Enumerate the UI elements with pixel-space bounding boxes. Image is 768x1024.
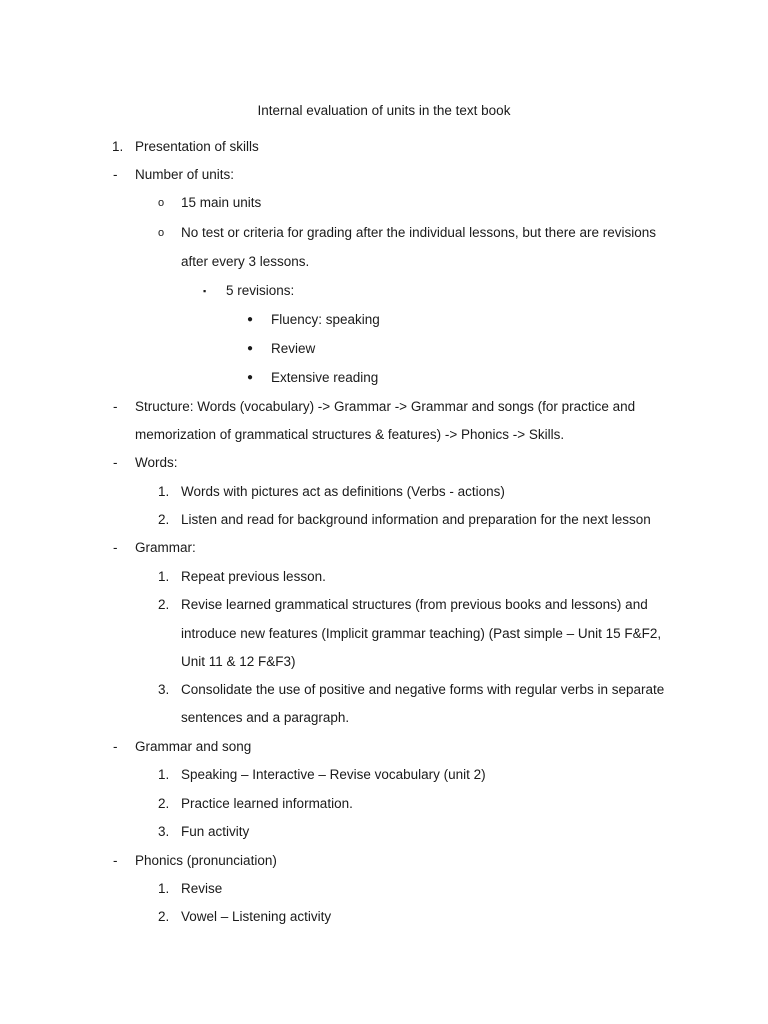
list-marker: 2. bbox=[158, 597, 170, 612]
list-item-text: memorization of grammatical structures & features) -> Phonics -> Skills. bbox=[135, 427, 565, 442]
list-marker: 1. bbox=[158, 767, 170, 782]
list-marker: - bbox=[113, 739, 118, 754]
list-item-text: 5 revisions: bbox=[226, 283, 295, 298]
list-marker: 2. bbox=[158, 512, 170, 527]
list-item-text: sentences and a paragraph. bbox=[181, 710, 350, 725]
list-marker: 1. bbox=[158, 484, 170, 499]
list-marker: - bbox=[113, 167, 118, 182]
list-marker: - bbox=[113, 399, 118, 414]
list-marker: - bbox=[113, 853, 118, 868]
list-item-text: 15 main units bbox=[181, 195, 262, 210]
list-item-text: introduce new features (Implicit grammar teaching) (Past simple – Unit 15 F&F2, bbox=[181, 626, 662, 641]
list-item-text: Vowel – Listening activity bbox=[181, 909, 332, 924]
list-marker: ▪ bbox=[203, 286, 207, 296]
list-item-text: Fluency: speaking bbox=[271, 312, 380, 327]
list-item-text: Phonics (pronunciation) bbox=[135, 853, 277, 868]
list-marker: o bbox=[158, 197, 165, 209]
list-marker: 1. bbox=[158, 881, 170, 896]
list-marker: - bbox=[113, 455, 118, 470]
list-item-text: No test or criteria for grading after the individual lessons, but there are revisions bbox=[181, 225, 656, 240]
list-item-text: Unit 11 & 12 F&F3) bbox=[181, 654, 296, 669]
list-item-text: Practice learned information. bbox=[181, 796, 353, 811]
list-marker: 1. bbox=[158, 569, 170, 584]
document-title: Internal evaluation of units in the text book bbox=[257, 103, 511, 118]
list-marker: 3. bbox=[158, 824, 170, 839]
list-item-text: Speaking – Interactive – Revise vocabulary (unit 2) bbox=[181, 767, 486, 782]
list-marker: - bbox=[113, 540, 118, 555]
list-item-text: Extensive reading bbox=[271, 370, 379, 385]
list-item-text: Words with pictures act as definitions (Verbs - actions) bbox=[181, 484, 505, 499]
list-item-text: Revise learned grammatical structures (from previous books and lessons) and bbox=[181, 597, 648, 612]
list-marker: ● bbox=[247, 372, 254, 383]
list-item-text: Listen and read for background information and preparation for the next lesson bbox=[181, 512, 651, 527]
list-item-text: Presentation of skills bbox=[135, 139, 259, 154]
list-item-text: Number of units: bbox=[135, 167, 235, 182]
list-marker: o bbox=[158, 227, 165, 239]
list-item-text: Consolidate the use of positive and negative forms with regular verbs in separate bbox=[181, 682, 665, 697]
list-item-text: after every 3 lessons. bbox=[181, 254, 310, 269]
list-marker: ● bbox=[247, 314, 254, 325]
list-item-text: Fun activity bbox=[181, 824, 250, 839]
list-item-text: Structure: Words (vocabulary) -> Grammar -> Grammar and songs (for practice and bbox=[135, 399, 636, 414]
list-marker: 3. bbox=[158, 682, 170, 697]
list-marker: ● bbox=[247, 343, 254, 354]
list-marker: 2. bbox=[158, 796, 170, 811]
list-item-text: Grammar and song bbox=[135, 739, 252, 754]
list-item-text: Grammar: bbox=[135, 540, 196, 555]
list-marker: 1. bbox=[112, 139, 124, 154]
list-item-text: Words: bbox=[135, 455, 178, 470]
list-item-text: Revise bbox=[181, 881, 223, 896]
list-item-text: Repeat previous lesson. bbox=[181, 569, 326, 584]
list-marker: 2. bbox=[158, 909, 170, 924]
list-item-text: Review bbox=[271, 341, 316, 356]
